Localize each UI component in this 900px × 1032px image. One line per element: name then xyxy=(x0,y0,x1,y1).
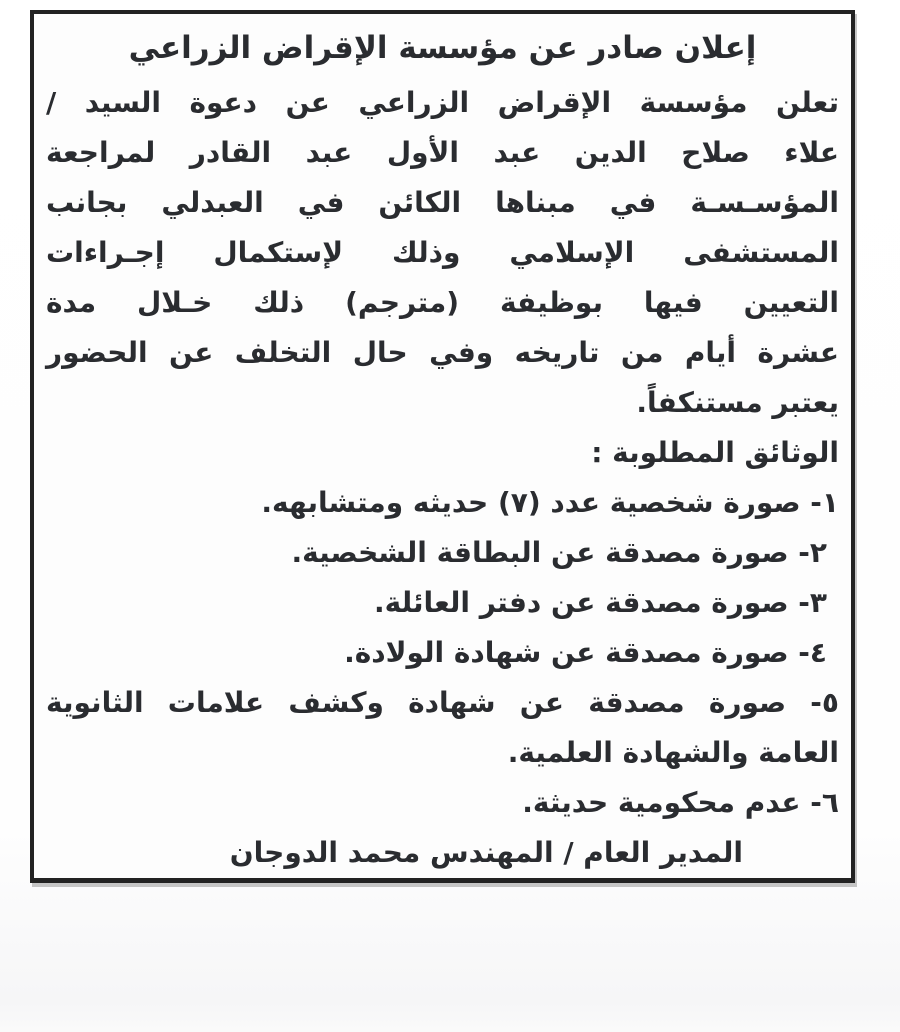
body-line-4: المستشفى الإسلامي وذلك لإستكمال إجـراءات xyxy=(46,236,839,269)
body-line-2: علاء صلاح الدين عبد الأول عبد القادر لمراجعة xyxy=(46,136,839,169)
requirement-item-5: ٥- صورة مصدقة عن شهادة وكشف علامات الثانوية xyxy=(46,686,839,719)
body-line-7: يعتبر مستنكفاً. xyxy=(636,386,839,419)
announcement-title: إعلان صادر عن مؤسسة الإقراض الزراعي xyxy=(128,30,757,66)
requirement-item-6: ٦- عدم محكومية حديثة. xyxy=(522,786,839,819)
requirement-item-4: ٤- صورة مصدقة عن شهادة الولادة. xyxy=(344,636,827,669)
requirement-item-2: ٢- صورة مصدقة عن البطاقة الشخصية. xyxy=(291,536,827,569)
body-line-3: المؤسـسـة في مبناها الكائن في العبدلي بجانب xyxy=(46,186,839,219)
body-line-5: التعيين فيها بوظيفة (مترجم) ذلك خـلال مدة xyxy=(46,286,839,319)
announcement-box xyxy=(30,10,855,883)
requirement-item-3: ٣- صورة مصدقة عن دفتر العائلة. xyxy=(374,586,827,619)
requirement-item-5-continued: العامة والشهادة العلمية. xyxy=(507,736,839,769)
requirement-item-1: ١- صورة شخصية عدد (٧) حديثه ومتشابهه. xyxy=(261,486,839,519)
body-line-6: عشرة أيام من تاريخه وفي حال التخلف عن الحضور xyxy=(46,336,839,369)
signature-line: المدير العام / المهندس محمد الدوجان xyxy=(229,836,743,869)
body-line-1: تعلن مؤسسة الإقراض الزراعي عن دعوة السيد / xyxy=(46,86,839,119)
requirements-heading: الوثائق المطلوبة : xyxy=(591,436,839,469)
